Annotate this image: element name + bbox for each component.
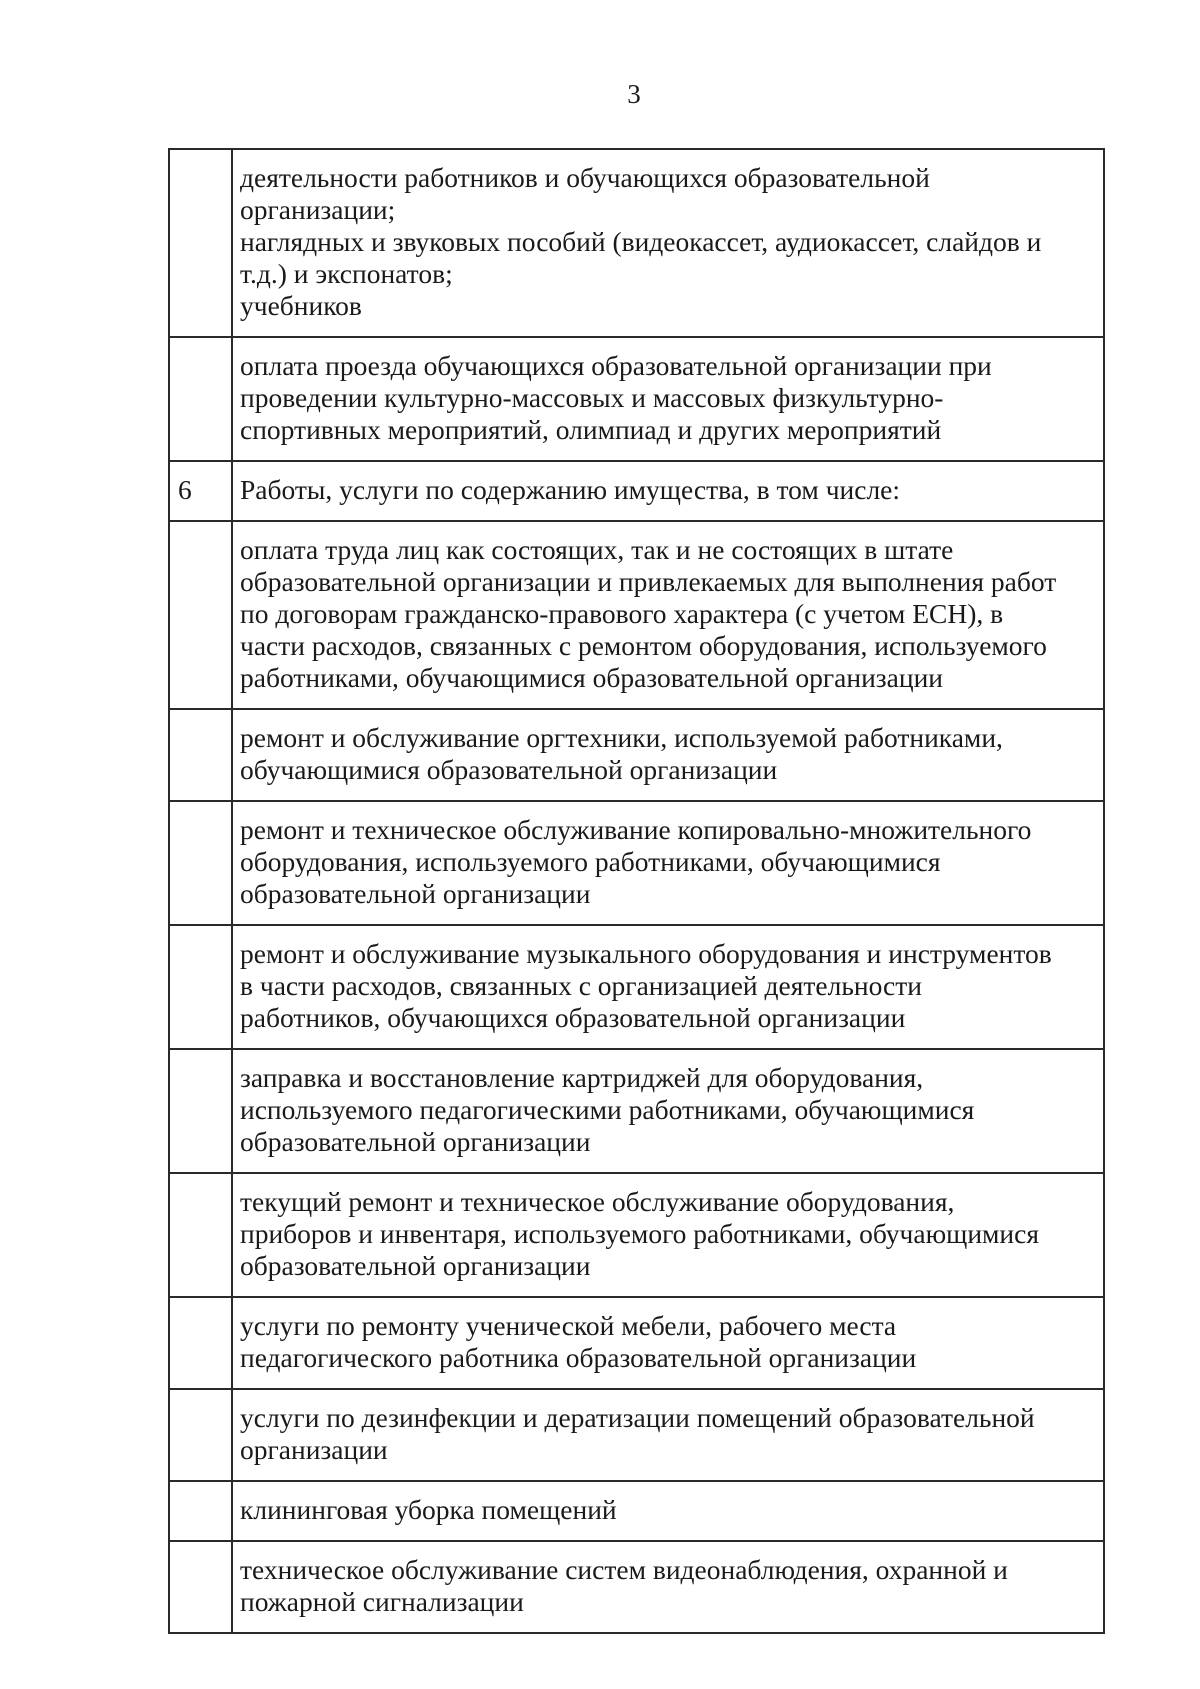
table-row: [169, 1173, 1104, 1297]
description-line: проведении культурно-массовых и массовых физкультурно-: [240, 382, 944, 413]
expense-table: [168, 148, 1105, 1634]
description-line: услуги по ремонту ученической мебели, рабочего места: [240, 1310, 897, 1341]
description-line: услуги по дезинфекции и дератизации помещений образовательной: [240, 1402, 1035, 1433]
row-description-cell: [232, 521, 1104, 709]
table-row: [169, 337, 1104, 461]
description-line: педагогического работника образовательной организации: [240, 1342, 917, 1373]
description-line: спортивных мероприятий, олимпиад и других мероприятий: [240, 414, 942, 445]
description-line: в части расходов, связанных с организацией деятельности: [240, 970, 922, 1001]
description-line: наглядных и звуковых пособий (видеокассет, аудиокассет, слайдов и: [240, 226, 1042, 257]
table-row: [169, 1481, 1104, 1541]
row-number-cell: [169, 1389, 232, 1481]
row-number-cell: [169, 709, 232, 801]
table-row: [169, 801, 1104, 925]
table-row: [169, 1297, 1104, 1389]
row-description-cell: [232, 925, 1104, 1049]
description-line: работников, обучающихся образовательной организации: [240, 1002, 906, 1033]
table-row: [169, 149, 1104, 337]
table-row: [169, 461, 1104, 521]
description-line: обучающимися образовательной организации: [240, 754, 778, 785]
row-number-cell: [169, 521, 232, 709]
row-number-cell: [169, 1297, 232, 1389]
row-number-cell: [169, 1173, 232, 1297]
table-row: [169, 709, 1104, 801]
description-line: приборов и инвентаря, используемого работниками, обучающимися: [240, 1218, 1040, 1249]
row-number-cell: [169, 801, 232, 925]
description-line: оплата проезда обучающихся образовательной организации при: [240, 350, 992, 381]
description-line: деятельности работников и обучающихся образовательной: [240, 162, 930, 193]
table-row: [169, 1389, 1104, 1481]
row-number-cell: [169, 1049, 232, 1173]
description-line: организации;: [240, 194, 396, 225]
description-line: пожарной сигнализации: [240, 1586, 524, 1617]
description-line: организации: [240, 1434, 388, 1465]
table-row: [169, 925, 1104, 1049]
row-description-cell: [232, 1049, 1104, 1173]
row-number-cell: [169, 925, 232, 1049]
row-number-cell: [169, 1481, 232, 1541]
row-description-cell: [232, 801, 1104, 925]
row-description-cell: [232, 1297, 1104, 1389]
description-line: по договорам гражданско-правового характера (с учетом ЕСН), в: [240, 598, 1004, 629]
description-line: части расходов, связанных с ремонтом оборудования, используемого: [240, 630, 1047, 661]
description-line: клининговая уборка помещений: [240, 1494, 617, 1525]
description-line: оборудования, используемого работниками, обучающимися: [240, 846, 941, 877]
row-number-cell: [169, 461, 232, 521]
description-line: образовательной организации: [240, 878, 591, 909]
description-line: используемого педагогическими работниками, обучающимися: [240, 1094, 975, 1125]
description-line: текущий ремонт и техническое обслуживание оборудования,: [240, 1186, 955, 1217]
description-line: образовательной организации: [240, 1126, 591, 1157]
description-line: образовательной организации: [240, 1250, 591, 1281]
description-line: техническое обслуживание систем видеонаблюдения, охранной и: [240, 1554, 1008, 1585]
page-number: 3: [627, 79, 641, 109]
description-line: образовательной организации и привлекаемых для выполнения работ: [240, 566, 1057, 597]
row-description-cell: [232, 1481, 1104, 1541]
description-line: оплата труда лиц как состоящих, так и не состоящих в штате: [240, 534, 954, 565]
row-description-cell: [232, 1173, 1104, 1297]
row-number-cell: [169, 1541, 232, 1633]
row-description-cell: [232, 709, 1104, 801]
description-line: ремонт и обслуживание музыкального оборудования и инструментов: [240, 938, 1052, 969]
description-line: ремонт и обслуживание оргтехники, используемой работниками,: [240, 722, 1003, 753]
row-description-cell: [232, 1389, 1104, 1481]
row-description-cell: [232, 461, 1104, 521]
table-row: [169, 521, 1104, 709]
row-description-cell: [232, 337, 1104, 461]
description-line: Работы, услуги по содержанию имущества, в том числе:: [240, 474, 901, 505]
description-line: работниками, обучающимися образовательной организации: [240, 662, 944, 693]
row-number-cell: [169, 149, 232, 337]
table-row: [169, 1541, 1104, 1633]
row-description-cell: [232, 1541, 1104, 1633]
table-row: [169, 1049, 1104, 1173]
row-description-cell: [232, 149, 1104, 337]
description-line: заправка и восстановление картриджей для оборудования,: [240, 1062, 924, 1093]
expense-table-body: [169, 149, 1104, 1633]
description-line: ремонт и техническое обслуживание копировально-множительного: [240, 814, 1032, 845]
description-line: учебников: [240, 290, 362, 321]
description-line: т.д.) и экспонатов;: [240, 258, 453, 289]
row-number-cell: [169, 337, 232, 461]
row-number: 6: [178, 474, 192, 505]
